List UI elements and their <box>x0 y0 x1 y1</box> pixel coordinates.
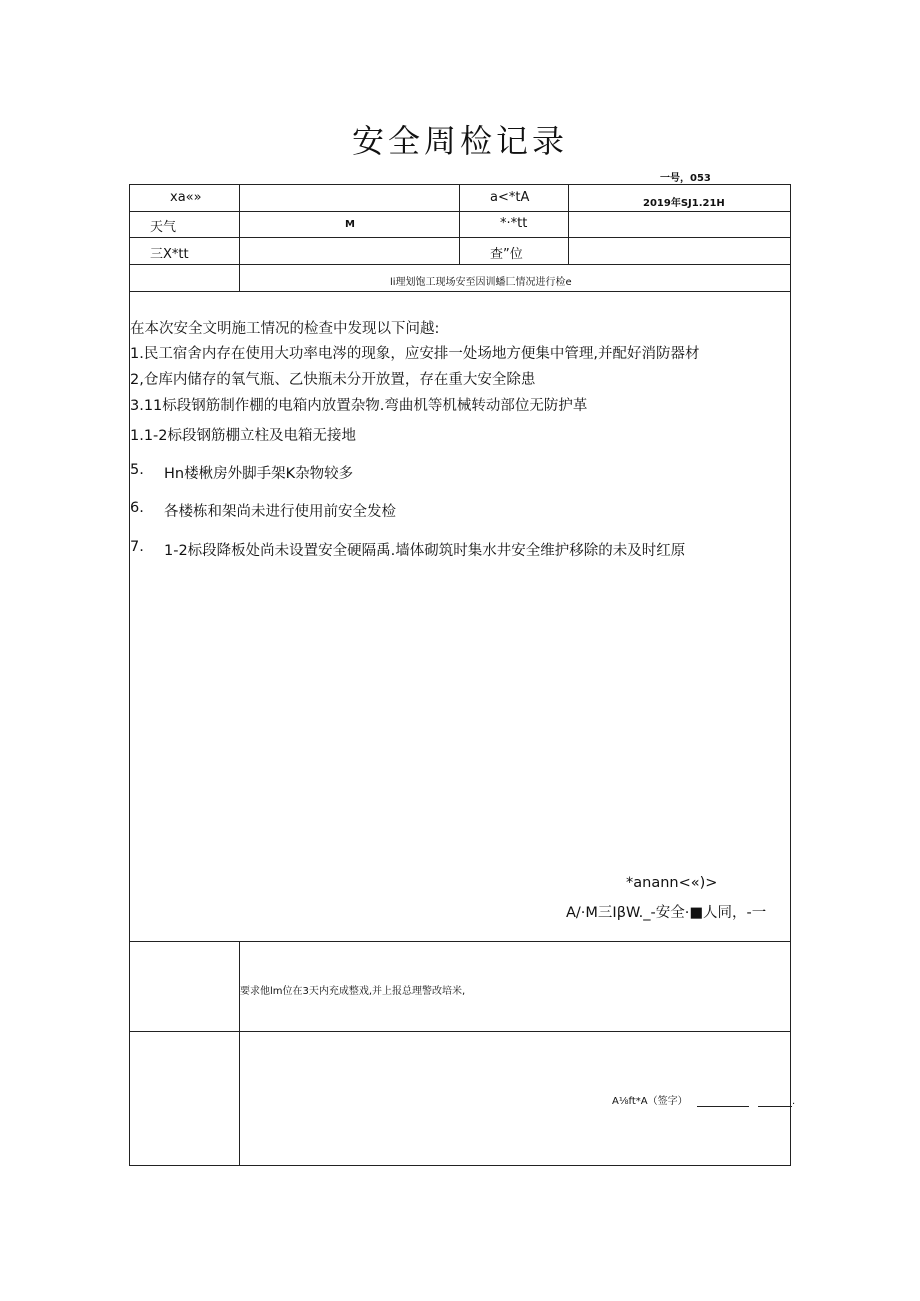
row2-right-label: *·*tt <box>500 216 528 231</box>
finding-item-4: 1.1-2标段钢筋棚立柱及电箱无接地 <box>130 428 357 444</box>
row-divider <box>129 1031 791 1032</box>
project-name-label: xa«» <box>170 190 202 205</box>
finding-item-1: 1.民工宿舍内存在使用大功率电涔的现象，应安排一处场地方便集中管理,并配好消防器材 <box>130 346 700 362</box>
page-title: 安全周检记录 <box>351 122 568 160</box>
finding-item-5: Hn楼楸房外脚手架K杂物较多 <box>164 466 354 482</box>
column-divider <box>239 184 240 291</box>
finding-number-7: 7. <box>130 539 144 555</box>
inspected-unit-label: 查”位 <box>490 247 523 262</box>
row3-left-label: 三X*tt <box>150 247 189 262</box>
findings-intro: 在本次安全文明施工情况的检查中发现以下问越: <box>130 321 440 337</box>
review-signature-area <box>612 1092 795 1107</box>
column-divider <box>239 941 240 1166</box>
date-blank <box>758 1096 792 1107</box>
weather-label: 天气 <box>150 220 177 235</box>
finding-number-6: 6. <box>130 500 144 516</box>
inspector-signature-line-1: *anann<«)> <box>626 875 718 891</box>
row-divider <box>129 237 791 238</box>
rectification-requirement: 要求他lm位在3天内充成整戏,并上报总理警改培米, <box>240 986 466 997</box>
row-divider <box>129 291 791 292</box>
inspector-signature-line-2: A/·M三IβW._-安全·■人同，-一 <box>566 905 767 921</box>
inspection-date-value: 2019年SJ1.21H <box>643 198 725 209</box>
finding-item-2: 2,仓库内储存的氧气瓶、乙快瓶未分开放置，存在重大安全除患 <box>130 372 536 388</box>
row-divider <box>129 211 791 212</box>
document-number: 一号，053 <box>660 173 711 184</box>
finding-item-7: 1-2标段降板处尚未设置安全硬隔禹.墙体砌筑时集水井安全维护移除的未及时红原 <box>164 543 686 559</box>
inspection-date-label: a<*tA <box>490 190 530 205</box>
column-divider <box>568 184 569 264</box>
weather-value: M <box>345 219 355 230</box>
review-signature-label: A⅛ft*A（签字） <box>612 1096 688 1107</box>
inspection-content-value: li理划饱工现场安至因训蟠匚情况进行检e <box>390 277 572 288</box>
finding-item-3: 3.11标段钢筋制作棚的电箱内放置杂物.弯曲机等机械转动部位无防护革 <box>130 398 588 414</box>
signature-tail: . <box>792 1096 796 1107</box>
signature-blank <box>697 1096 749 1107</box>
finding-number-5: 5. <box>130 462 144 478</box>
row-divider <box>129 264 791 265</box>
finding-item-6: 各楼栋和架尚未进行使用前安全发检 <box>164 504 396 520</box>
column-divider <box>459 184 460 264</box>
row-divider <box>129 941 791 942</box>
